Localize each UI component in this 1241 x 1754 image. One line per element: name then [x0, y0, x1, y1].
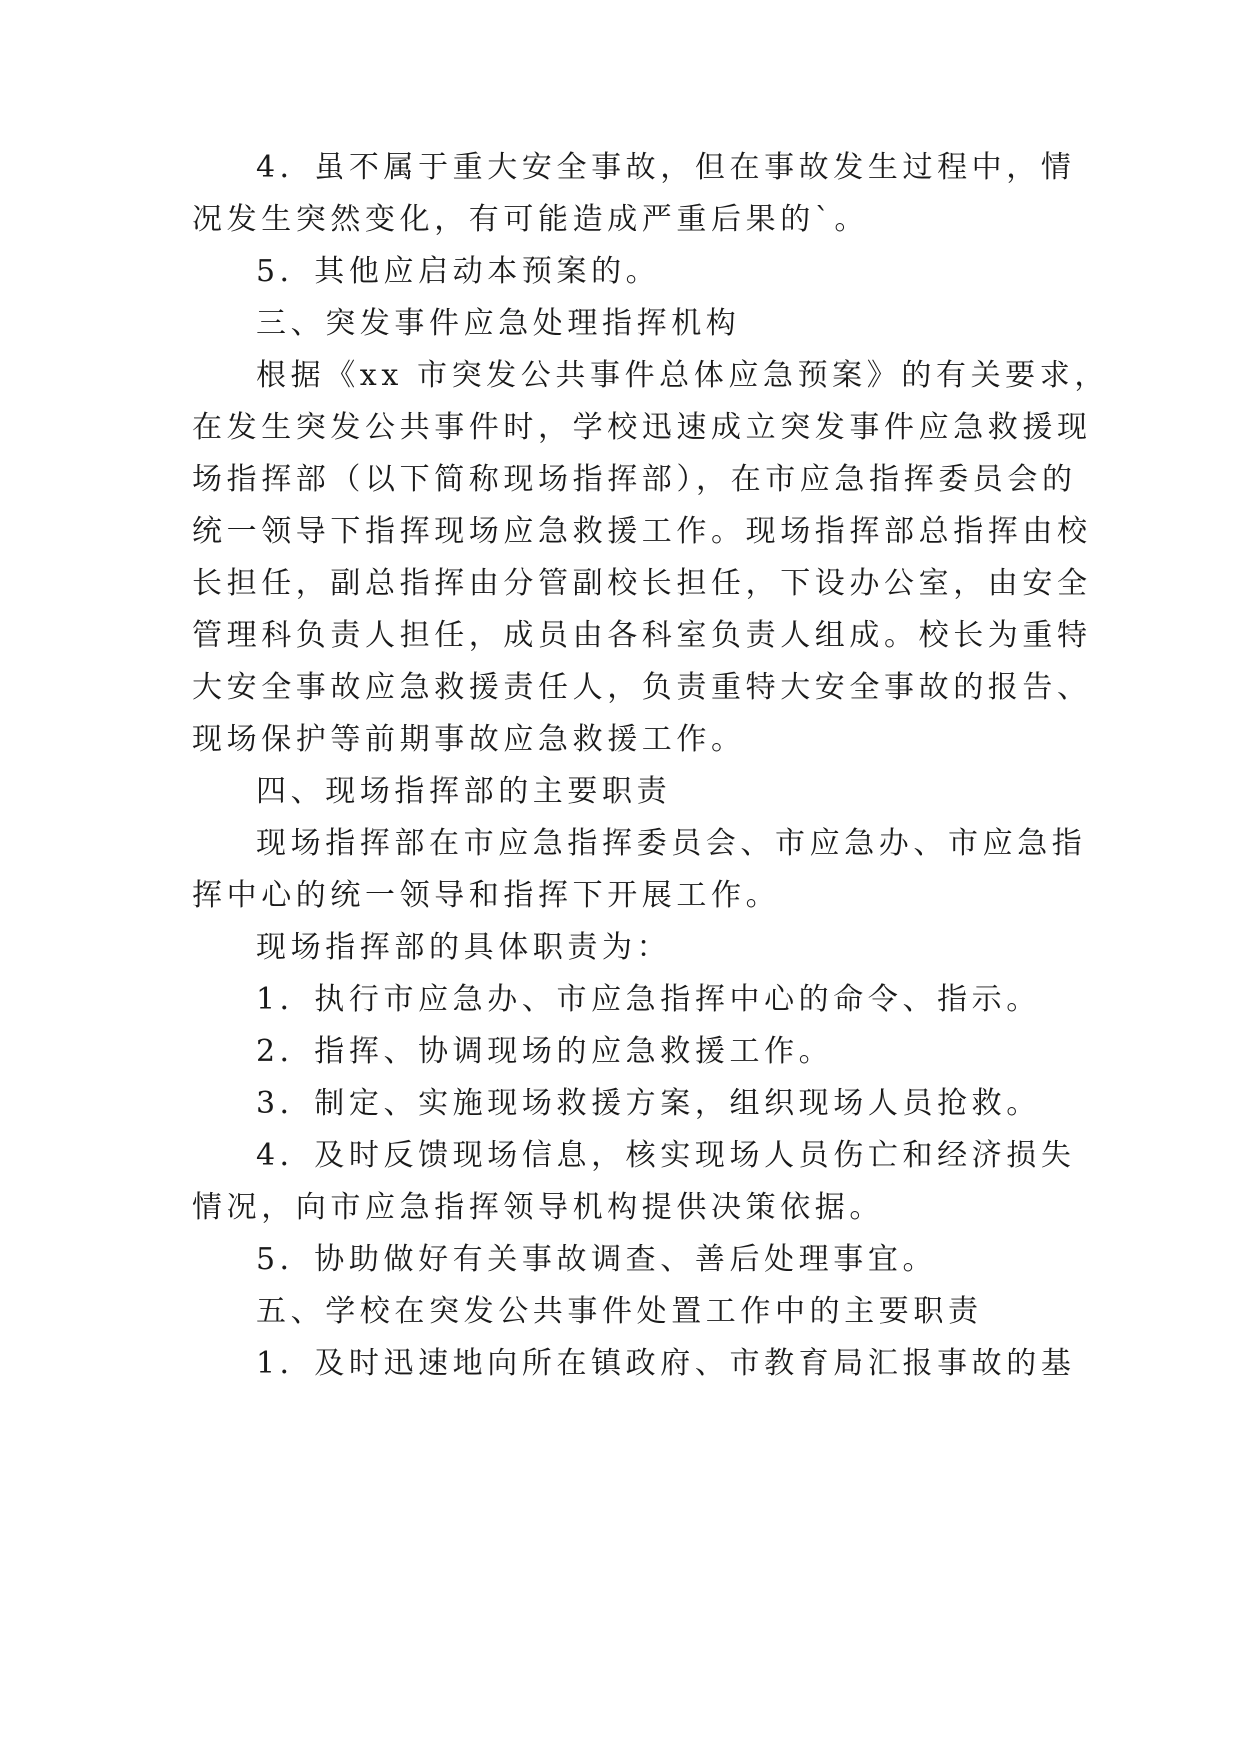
paragraph-line: 现场保护等前期事故应急救援工作。 — [192, 722, 746, 757]
paragraph-line: 挥中心的统一领导和指挥下开展工作。 — [192, 878, 781, 913]
paragraph-line: 大安全事故应急救援责任人，负责重特大安全事故的报告、 — [192, 670, 1092, 705]
list-item: 1．执行市应急办、市应急指挥中心的命令、指示。 — [256, 982, 1041, 1017]
paragraph-line: 管理科负责人担任，成员由各科室负责人组成。校长为重特 — [192, 618, 1092, 653]
paragraph-line: 5．其他应启动本预案的。 — [256, 254, 661, 289]
paragraph-line: 4．虽不属于重大安全事故，但在事故发生过程中，情 — [256, 150, 1076, 185]
paragraph-line: 现场指挥部在市应急指挥委员会、市应急办、市应急指 — [256, 826, 1087, 861]
section-heading: 五、学校在突发公共事件处置工作中的主要职责 — [256, 1294, 983, 1329]
paragraph-line: 统一领导下指挥现场应急救援工作。现场指挥部总指挥由校 — [192, 514, 1092, 549]
list-item: 5．协助做好有关事故调查、善后处理事宜。 — [256, 1242, 938, 1277]
paragraph-line: 长担任，副总指挥由分管副校长担任，下设办公室，由安全 — [192, 566, 1092, 601]
paragraph-line: 现场指挥部的具体职责为： — [256, 930, 672, 965]
paragraph-line: 场指挥部（以下简称现场指挥部），在市应急指挥委员会的 — [192, 462, 1077, 497]
list-item: 3．制定、实施现场救援方案，组织现场人员抢救。 — [256, 1086, 1041, 1121]
list-item: 情况，向市应急指挥领导机构提供决策依据。 — [192, 1190, 884, 1225]
section-heading: 四、现场指挥部的主要职责 — [256, 774, 672, 809]
section-heading: 三、突发事件应急处理指挥机构 — [256, 306, 741, 341]
paragraph-line: 根据《xx 市突发公共事件总体应急预案》的有关要求， — [256, 358, 1109, 393]
list-item: 1．及时迅速地向所在镇政府、市教育局汇报事故的基 — [256, 1346, 1076, 1381]
paragraph-line: 在发生突发公共事件时，学校迅速成立突发事件应急救援现 — [192, 410, 1092, 445]
list-item: 4．及时反馈现场信息，核实现场人员伤亡和经济损失 — [256, 1138, 1076, 1173]
paragraph-line: 况发生突然变化，有可能造成严重后果的`。 — [192, 202, 869, 237]
list-item: 2．指挥、协调现场的应急救援工作。 — [256, 1034, 834, 1069]
